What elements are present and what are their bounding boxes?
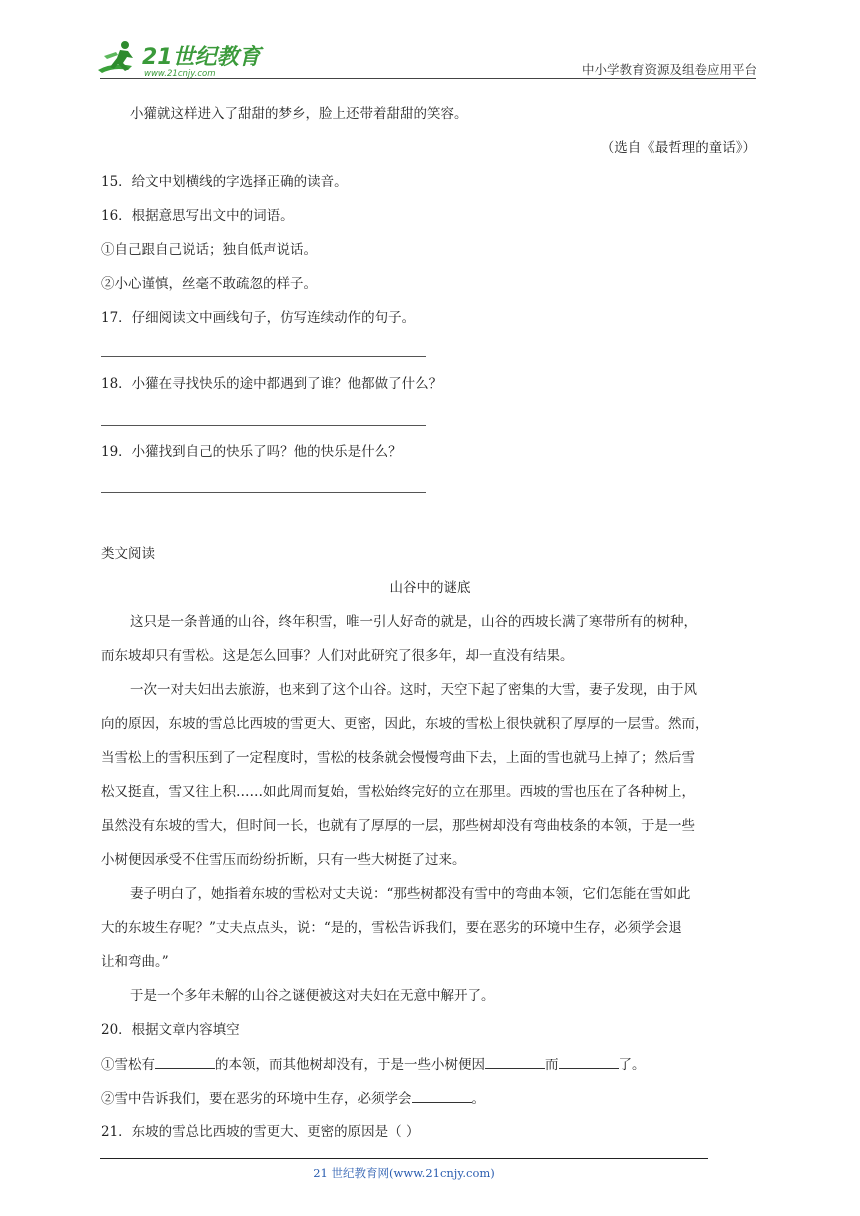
question-19: 19．小獾找到自己的快乐了吗？他的快乐是什么？	[101, 444, 402, 460]
question-16-item-2: ②小心谨慎，丝毫不敢疏忽的样子。	[101, 276, 317, 292]
runner-logo-icon	[92, 36, 267, 80]
logo-url: www.21cnjy.com	[144, 69, 216, 79]
passage-last-line: 小獾就这样进入了甜甜的梦乡，脸上还带着甜甜的笑容。	[130, 106, 468, 122]
fill-text: 了。	[618, 1057, 646, 1073]
article-line: 虽然没有东坡的雪大，但时间一长，也就有了厚厚的一层，那些树却没有弯曲枝条的本领，于是一些	[101, 818, 695, 834]
header-divider	[100, 78, 756, 79]
fill-text: ①雪松有	[101, 1057, 155, 1073]
article-line: 于是一个多年未解的山谷之谜便被这对夫妇在无意中解开了。	[130, 988, 495, 1004]
question-16-item-1: ①自己跟自己说话；独自低声说话。	[101, 242, 317, 258]
article-line: 而东坡却只有雪松。这是怎么回事？人们对此研究了很多年，却一直没有结果。	[101, 648, 574, 664]
article-line: 大的东坡生存呢？”丈夫点点头，说：“是的，雪松告诉我们，要在恶劣的环境中生存，必须学会退	[101, 920, 682, 936]
fill-blank[interactable]	[155, 1054, 215, 1069]
question-15: 15．给文中划横线的字选择正确的读音。	[101, 174, 348, 190]
section-label: 类文阅读	[101, 546, 155, 562]
footer-divider	[100, 1158, 708, 1159]
fill-text: 。	[471, 1091, 485, 1107]
footer-link[interactable]: 21 世纪教育网(www.21cnjy.com)	[313, 1166, 495, 1180]
question-21: 21．东坡的雪总比西坡的雪更大、更密的原因是（ ）	[101, 1124, 420, 1140]
question-20: 20．根据文章内容填空	[101, 1022, 240, 1038]
passage-source: （选自《最哲理的童话》）	[600, 140, 756, 156]
logo-text: 21世纪教育	[142, 45, 261, 70]
article-line: 当雪松上的雪积压到了一定程度时，雪松的枝条就会慢慢弯曲下去，上面的雪也就马上掉了；然后雪	[101, 750, 695, 766]
site-logo	[92, 36, 267, 80]
fill-blank[interactable]	[412, 1088, 472, 1103]
article-line: 小树便因承受不住雪压而纷纷折断，只有一些大树挺了过来。	[101, 852, 466, 868]
fill-text: 而	[545, 1057, 559, 1073]
question-16: 16．根据意思写出文中的词语。	[101, 208, 294, 224]
answer-line-18[interactable]	[101, 425, 426, 426]
question-20-item-1	[101, 1054, 646, 1075]
article-line: 松又挺直，雪又往上积……如此周而复始，雪松始终完好的立在那里。西坡的雪也压在了各种树上，	[101, 784, 695, 800]
article-line: 这只是一条普通的山谷，终年积雪，唯一引人好奇的就是，山谷的西坡长满了寒带所有的树种，	[130, 614, 697, 630]
fill-text: 的本领，而其他树却没有，于是一些小树便因	[215, 1057, 485, 1073]
question-18: 18．小獾在寻找快乐的途中都遇到了谁？他都做了什么？	[101, 376, 443, 392]
article-line: 一次一对夫妇出去旅游，也来到了这个山谷。这时，天空下起了密集的大雪，妻子发现，由于风	[130, 682, 697, 698]
article-line: 让和弯曲。”	[101, 954, 169, 970]
question-17: 17．仔细阅读文中画线句子，仿写连续动作的句子。	[101, 310, 416, 326]
fill-blank[interactable]	[559, 1054, 619, 1069]
question-20-item-2	[101, 1088, 485, 1109]
fill-blank[interactable]	[485, 1054, 545, 1069]
header-platform-text: 中小学教育资源及组卷应用平台	[581, 62, 757, 77]
article-line: 妻子明白了，她指着东坡的雪松对丈夫说：“那些树都没有雪中的弯曲本领，它们怎能在雪如此	[130, 886, 691, 902]
article-line: 向的原因，东坡的雪总比西坡的雪更大、更密，因此，东坡的雪松上很快就积了厚厚的一层雪。然而，	[101, 716, 709, 732]
answer-line-19[interactable]	[101, 492, 426, 493]
article-title: 山谷中的谜底	[389, 580, 471, 596]
answer-line-17[interactable]	[101, 356, 426, 357]
fill-text: ②雪中告诉我们，要在恶劣的环境中生存，必须学会	[101, 1091, 412, 1107]
